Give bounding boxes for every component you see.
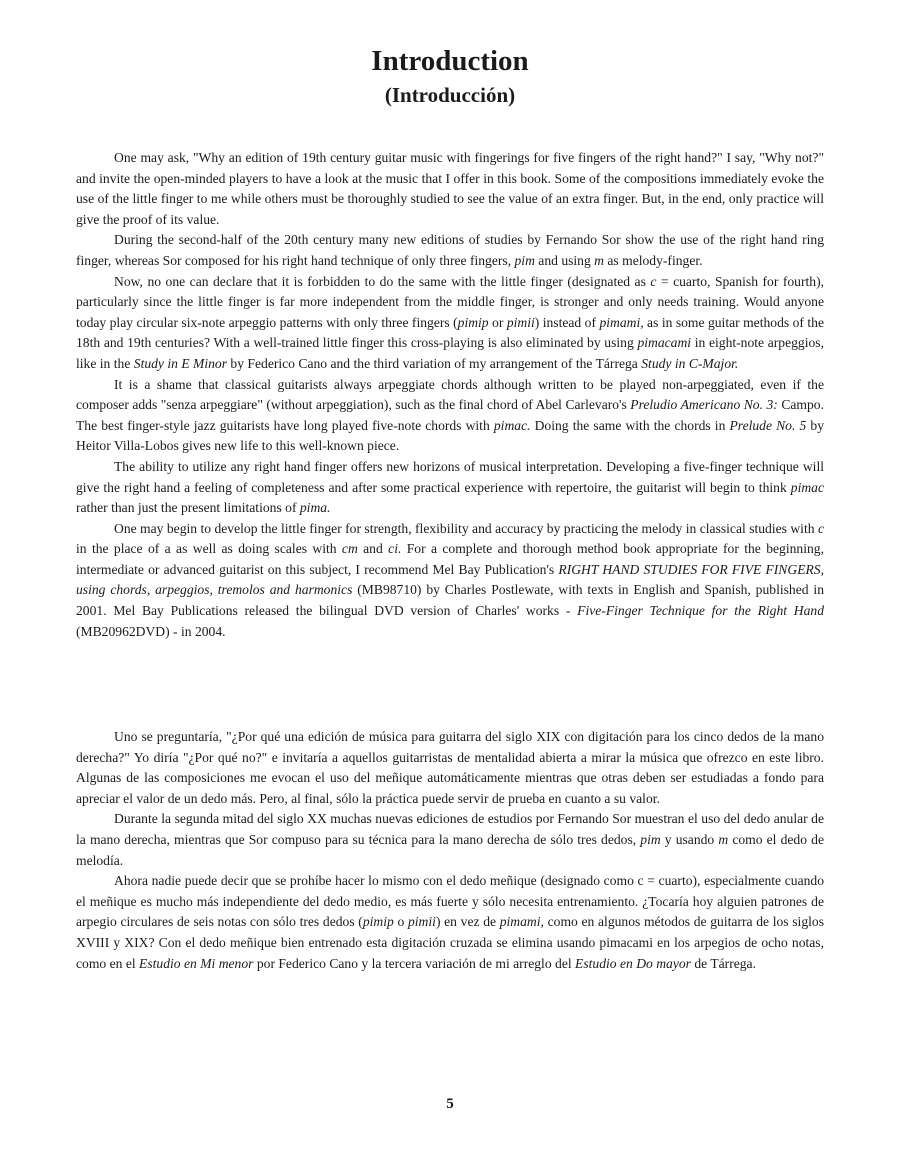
en-paragraph-6: One may begin to develop the little finger for strength, flexibility and accuracy by practicing the melody in classical studies with c in the place of a as well as doing scales with cm and ci. For a complete and thorough method book appropriate for the beginning, intermediate or advanced guitarist on this subject, I recommend Mel Bay Publication's RIGHT HAND STUDIES FOR FIVE FINGERS, using chords, arpeggios, tremolos and harmonics (MB98710) by Charles Postlewate, with texts in English and Spanish, published in 2001. Mel Bay Publications released the bilingual DVD version of Charles' works - Five-Finger Technique for the Right Hand (MB20962DVD) - in 2004. — [76, 520, 824, 639]
es-paragraph-1: Uno se preguntaría, "¿Por qué una edición de música para guitarra del siglo XIX con digitación para los cinco dedos de la mano derecha?" Yo diría "¿Por qué no?" e invitaría a aquellos guitarristas de mentalidad abierta a mirar la música que ofrezco en este libro. Algunas de las composiciones me evocan el uso del meñique automáticamente mientras que otras deben ser estudiadas a fondo para apreciar el valor de un dedo más. Pero, al final, sólo la práctica puede servir de prueba en cuanto a su valor. — [76, 729, 824, 806]
english-section — [76, 148, 824, 642]
en-paragraph-3: Now, no one can declare that it is forbidden to do the same with the little finger (designated as c = cuarto, Spanish for fourth), particularly since the little finger is far more independent from the middle finger, is stronger and only needs training. Would anyone today play circular six-note arpeggio patterns with only three fingers (pimip or pimii) instead of pimami, as in some guitar methods of the 18th and 19th centuries? With a well-trained little finger this cross-playing is also eliminated by using pimacami in eight-note arpeggios, like in the Study in E Minor by Federico Cano and the third variation of my arrangement of the Tárrega Study in C-Major. — [76, 273, 824, 371]
en-paragraph-1: One may ask, "Why an edition of 19th century guitar music with fingerings for five fingers of the right hand?" I say, "Why not?" and invite the open-minded players to have a look at the music that I offer in this book. Some of the compositions immediately evoke the use of the little finger to me while others must be thoroughly studied to see the value of an extra finger. But, in the end, only practice will give the proof of its value. — [76, 150, 824, 227]
page-number: 5 — [446, 1096, 454, 1112]
es-paragraph-2: Durante la segunda mitad del siglo XX muchas nuevas ediciones de estudios por Fernando Sor muestran el uso del dedo anular de la mano derecha, mientras que Sor compuso para su técnica para la mano derecha de sólo tres dedos, pim y usando m como el dedo de melodía. — [76, 811, 824, 868]
es-paragraph-3: Ahora nadie puede decir que se prohíbe hacer lo mismo con el dedo meñique (designado como c = cuarto), especialmente cuando el meñique es mucho más independiente del dedo medio, es más fuerte y sólo necesita entrenamiento. ¿Tocaría hoy alguien patrones de arpegio circulares de seis notas con sólo tres dedos (pimip o pimii) en vez de pimami, como en algunos métodos de guitarra de los siglos XVIII y XIX? Con el dedo meñique bien entrenado esta digitación cruzada se elimina usando pimacami en los arpegios de ocho notas, como en el Estudio en Mi menor por Federico Cano y la tercera variación de mi arreglo del Estudio en Do mayor de Tárrega. — [76, 873, 824, 971]
en-paragraph-4: It is a shame that classical guitarists always arpeggiate chords although written to be played non-arpeggiated, even if the composer adds "senza arpeggiare" (without arpeggiation), such as the final chord of Abel Carlevaro's Preludio Americano No. 3: Campo. The best finger-style jazz guitarists have long played five-note chords with pimac. Doing the same with the chords in Prelude No. 5 by Heitor Villa-Lobos gives new life to this well-known piece. — [76, 376, 824, 454]
page-title: Introduction — [371, 45, 529, 77]
en-paragraph-5: The ability to utilize any right hand finger offers new horizons of musical interpretation. Developing a five-finger technique will give the right hand a feeling of completeness and after some practical experience with repertoire, the guitarist will begin to think pimac rather than just the present limitations of pima. — [76, 458, 824, 516]
spanish-section — [76, 727, 824, 974]
en-paragraph-2: During the second-half of the 20th century many new editions of studies by Fernando Sor show the use of the right hand ring finger, whereas Sor composed for his right hand technique of only three fingers, pim and using m as melody-finger. — [76, 232, 824, 268]
page-subtitle: (Introducción) — [384, 83, 516, 107]
